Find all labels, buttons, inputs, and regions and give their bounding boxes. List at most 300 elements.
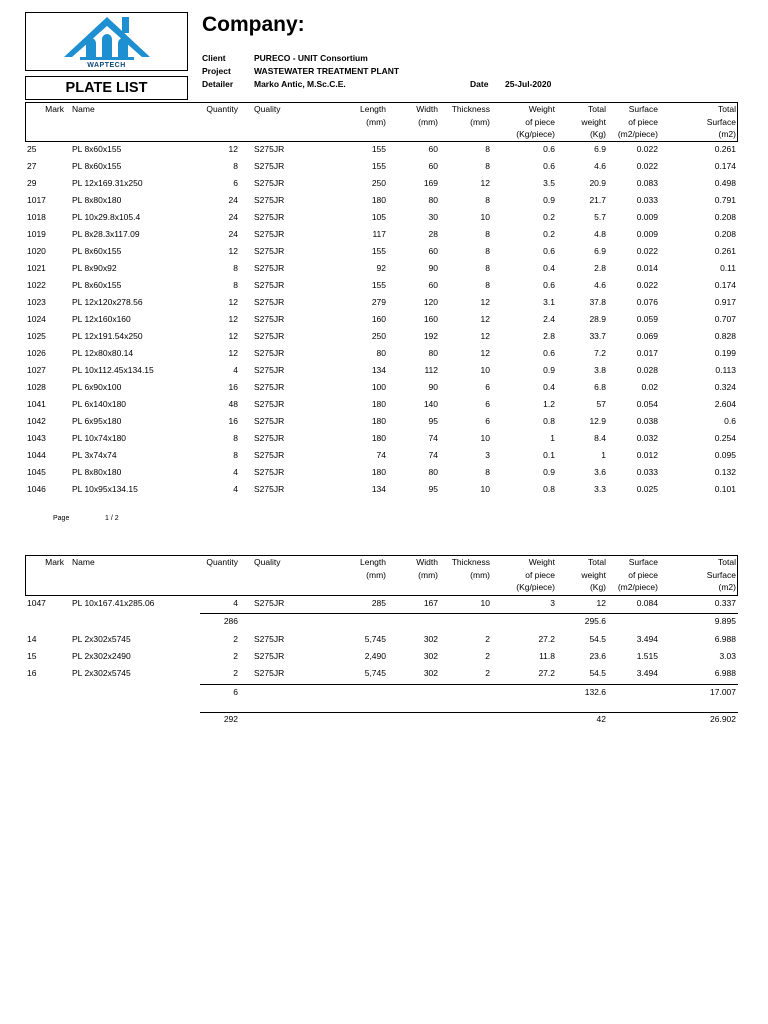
cell-weight: 0.9 (543, 365, 555, 375)
cell-weight: 0.2 (543, 212, 555, 222)
subtotal-b-total-weight: 132.6 (584, 687, 606, 697)
cell-mark: 1028 (27, 382, 46, 392)
cell-mark: 29 (27, 178, 37, 188)
cell-name: PL 6x95x180 (72, 416, 122, 426)
detailer-label: Detailer (202, 79, 234, 89)
column-header-total-weight: Total (588, 104, 606, 114)
cell-thickness: 8 (485, 161, 490, 171)
table-row (0, 192, 768, 209)
page-label: Page (53, 515, 70, 522)
cell-width: 80 (428, 348, 438, 358)
cell-mark: 1045 (27, 467, 46, 477)
detailer-value: Marko Antic, M.Sc.C.E. (254, 79, 346, 89)
cell-length: 180 (371, 195, 386, 205)
cell-quality: S275JR (254, 651, 285, 661)
cell-total-surface: 0.208 (714, 212, 736, 222)
cell-quantity: 24 (228, 212, 238, 222)
cell-quality: S275JR (254, 348, 285, 358)
cell-total-weight: 23.6 (589, 651, 606, 661)
cell-name: PL 12x169.31x250 (72, 178, 143, 188)
company-label: Company: (202, 13, 305, 36)
cell-weight: 0.4 (543, 382, 555, 392)
cell-weight: 27.2 (538, 668, 555, 678)
cell-width: 60 (428, 161, 438, 171)
subtotal-a (0, 613, 768, 630)
cell-total-surface: 6.988 (714, 634, 736, 644)
cell-thickness: 6 (485, 416, 490, 426)
cell-width: 28 (428, 229, 438, 239)
cell-weight: 0.6 (543, 280, 555, 290)
cell-quality: S275JR (254, 634, 285, 644)
cell-quantity: 24 (228, 195, 238, 205)
cell-total-weight: 28.9 (589, 314, 606, 324)
cell-name: PL 12x191.54x250 (72, 331, 143, 341)
cell-name: PL 8x28.3x117.09 (72, 229, 140, 239)
cell-name: PL 10x29.8x105.4 (72, 212, 141, 222)
cell-weight: 0.8 (543, 416, 555, 426)
cell-length: 279 (371, 297, 386, 307)
cell-name: PL 8x60x155 (72, 246, 122, 256)
cell-mark: 16 (27, 668, 37, 678)
house-logo-icon (64, 13, 150, 63)
cell-total-weight: 3.3 (594, 484, 606, 494)
cell-width: 192 (423, 331, 438, 341)
document-title: PLATE LIST (25, 76, 188, 100)
table-row (0, 243, 768, 260)
cell-total-weight: 4.6 (594, 161, 606, 171)
column-header-weight: Weight (528, 104, 555, 114)
cell-total-weight: 54.5 (589, 634, 606, 644)
cell-surface: 0.033 (636, 467, 658, 477)
column-header-thickness: (mm) (470, 569, 490, 580)
cell-name: PL 8x90x92 (72, 263, 117, 273)
cell-total-surface: 0.917 (714, 297, 736, 307)
subtotal-b-quantity: 6 (233, 687, 238, 697)
cell-weight: 0.1 (543, 450, 555, 460)
cell-surface: 3.494 (636, 668, 658, 678)
cell-name: PL 12x160x160 (72, 314, 131, 324)
cell-width: 302 (423, 651, 438, 661)
cell-total-weight: 12 (596, 598, 606, 608)
cell-quantity: 8 (233, 263, 238, 273)
cell-quality: S275JR (254, 399, 285, 409)
cell-name: PL 8x80x180 (72, 195, 122, 205)
table-row (0, 260, 768, 277)
cell-name: PL 8x60x155 (72, 161, 122, 171)
cell-surface: 0.009 (636, 212, 658, 222)
cell-surface: 0.032 (636, 433, 658, 443)
cell-weight: 0.6 (543, 348, 555, 358)
table-row (0, 430, 768, 447)
column-header-thickness: Thickness (451, 557, 490, 567)
cell-length: 80 (376, 348, 386, 358)
table-row (0, 311, 768, 328)
cell-thickness: 8 (485, 195, 490, 205)
cell-length: 5,745 (364, 634, 386, 644)
cell-mark: 27 (27, 161, 37, 171)
table1-left-border (25, 102, 26, 141)
cell-name: PL 2x302x5745 (72, 668, 131, 678)
cell-quality: S275JR (254, 263, 285, 273)
cell-width: 80 (428, 467, 438, 477)
cell-mark: 15 (27, 651, 37, 661)
cell-surface: 0.022 (636, 280, 658, 290)
cell-length: 134 (371, 365, 386, 375)
cell-surface: 0.069 (636, 331, 658, 341)
cell-name: PL 6x90x100 (72, 382, 122, 392)
cell-total-weight: 4.6 (594, 280, 606, 290)
cell-quantity: 8 (233, 433, 238, 443)
cell-quantity: 12 (228, 144, 238, 154)
cell-mark: 1047 (27, 598, 46, 608)
cell-quantity: 2 (233, 668, 238, 678)
cell-length: 180 (371, 399, 386, 409)
cell-width: 60 (428, 246, 438, 256)
cell-length: 92 (376, 263, 386, 273)
cell-mark: 1025 (27, 331, 46, 341)
cell-total-surface: 0.132 (714, 467, 736, 477)
cell-quality: S275JR (254, 484, 285, 494)
cell-width: 160 (423, 314, 438, 324)
cell-surface: 0.022 (636, 246, 658, 256)
cell-surface: 0.022 (636, 161, 658, 171)
cell-weight: 1.2 (543, 399, 555, 409)
table-row (0, 158, 768, 175)
column-header-total-surface: Total (718, 557, 736, 567)
cell-surface: 0.059 (636, 314, 658, 324)
column-header-quality: Quality (254, 104, 281, 114)
cell-length: 285 (371, 598, 386, 608)
cell-total-weight: 54.5 (589, 668, 606, 678)
cell-weight: 0.6 (543, 161, 555, 171)
cell-surface: 0.084 (636, 598, 658, 608)
cell-weight: 2.8 (543, 331, 555, 341)
cell-width: 167 (423, 598, 438, 608)
cell-total-surface: 0.324 (714, 382, 736, 392)
column-header-mark: Mark (45, 104, 64, 114)
column-header-width: (mm) (418, 569, 438, 580)
cell-surface: 0.022 (636, 144, 658, 154)
cell-thickness: 2 (485, 651, 490, 661)
cell-mark: 25 (27, 144, 37, 154)
column-header-surface: Surface (628, 104, 658, 114)
cell-name: PL 10x167.41x285.06 (72, 598, 155, 608)
cell-width: 90 (428, 382, 438, 392)
cell-thickness: 12 (480, 331, 490, 341)
cell-thickness: 2 (485, 634, 490, 644)
cell-length: 117 (372, 229, 386, 239)
table-row (0, 362, 768, 379)
cell-weight: 3 (550, 598, 555, 608)
cell-mark: 1024 (27, 314, 46, 324)
column-header-length: Length (360, 557, 386, 567)
column-header-total-weight: weight (581, 569, 606, 580)
column-header-quantity: Quantity (206, 104, 238, 114)
cell-name: PL 2x302x5745 (72, 634, 131, 644)
cell-quality: S275JR (254, 450, 285, 460)
table-row (0, 277, 768, 294)
table-row (0, 665, 768, 682)
cell-weight: 3.5 (543, 178, 555, 188)
cell-surface: 0.009 (636, 229, 658, 239)
column-header-surface: Surface (628, 557, 658, 567)
table2-right-border (737, 555, 738, 595)
column-header-weight: (Kg/piece) (516, 582, 555, 592)
cell-total-weight: 57 (596, 399, 606, 409)
cell-name: PL 12x120x278.56 (72, 297, 143, 307)
cell-total-weight: 4.8 (594, 229, 606, 239)
cell-weight: 1 (550, 433, 555, 443)
table-row (0, 141, 768, 158)
cell-length: 5,745 (364, 668, 386, 678)
cell-mark: 1041 (27, 399, 46, 409)
cell-quality: S275JR (254, 331, 285, 341)
cell-thickness: 8 (485, 467, 490, 477)
date-label: Date (470, 79, 489, 89)
cell-mark: 1017 (27, 195, 46, 205)
cell-weight: 3.1 (543, 297, 555, 307)
table-row (0, 481, 768, 498)
cell-total-surface: 0.174 (714, 280, 736, 290)
column-header-width: Width (416, 557, 438, 567)
cell-mark: 1026 (27, 348, 46, 358)
cell-quantity: 16 (228, 382, 238, 392)
table-row (0, 595, 768, 612)
grand-total-total-surface: 26.902 (710, 714, 736, 724)
cell-thickness: 10 (480, 433, 490, 443)
cell-quantity: 12 (228, 246, 238, 256)
cell-length: 134 (371, 484, 386, 494)
cell-total-weight: 21.7 (589, 195, 606, 205)
cell-quantity: 4 (233, 365, 238, 375)
cell-length: 250 (371, 178, 386, 188)
cell-weight: 0.9 (543, 467, 555, 477)
logo-text: WAPTECH (87, 62, 126, 69)
column-header-length: (mm) (366, 569, 386, 580)
cell-length: 155 (371, 161, 386, 171)
cell-thickness: 10 (480, 212, 490, 222)
cell-length: 155 (371, 246, 386, 256)
table-row (0, 175, 768, 192)
cell-length: 180 (371, 416, 386, 426)
table-row (0, 379, 768, 396)
cell-length: 74 (376, 450, 386, 460)
subtotal-b (0, 684, 768, 701)
cell-quality: S275JR (254, 229, 285, 239)
cell-surface: 0.028 (636, 365, 658, 375)
cell-weight: 0.6 (543, 144, 555, 154)
cell-length: 180 (371, 467, 386, 477)
cell-quantity: 4 (233, 484, 238, 494)
cell-weight: 2.4 (543, 314, 555, 324)
cell-total-weight: 20.9 (589, 178, 606, 188)
cell-width: 30 (428, 212, 438, 222)
table-row (0, 631, 768, 648)
cell-total-weight: 3.6 (594, 467, 606, 477)
cell-thickness: 8 (485, 280, 490, 290)
cell-surface: 0.083 (636, 178, 658, 188)
cell-thickness: 10 (480, 598, 490, 608)
cell-name: PL 10x74x180 (72, 433, 127, 443)
cell-mark: 14 (27, 634, 37, 644)
cell-width: 120 (423, 297, 438, 307)
cell-total-weight: 6.9 (594, 246, 606, 256)
column-header-weight: of piece (525, 569, 555, 580)
column-header-total-surface: Surface (706, 116, 736, 127)
cell-thickness: 10 (480, 365, 490, 375)
column-header-weight: of piece (525, 116, 555, 127)
cell-total-surface: 0.199 (714, 348, 736, 358)
cell-quality: S275JR (254, 365, 285, 375)
cell-length: 155 (371, 144, 386, 154)
cell-total-weight: 2.8 (594, 263, 606, 273)
cell-thickness: 6 (485, 382, 490, 392)
table2-left-border (25, 555, 26, 595)
company-logo (25, 12, 188, 71)
column-header-name: Name (72, 557, 95, 567)
cell-mark: 1020 (27, 246, 46, 256)
column-header-total-surface: Total (718, 104, 736, 114)
table-row (0, 345, 768, 362)
cell-total-weight: 5.7 (594, 212, 606, 222)
cell-weight: 0.4 (543, 263, 555, 273)
cell-width: 95 (428, 416, 438, 426)
cell-quality: S275JR (254, 382, 285, 392)
column-header-weight: (Kg/piece) (516, 129, 555, 139)
cell-quality: S275JR (254, 178, 285, 188)
cell-total-surface: 2.604 (714, 399, 736, 409)
cell-mark: 1022 (27, 280, 46, 290)
cell-mark: 1042 (27, 416, 46, 426)
cell-quantity: 48 (228, 399, 238, 409)
column-header-total-surface: (m2) (718, 129, 736, 139)
date-value: 25-Jul-2020 (505, 79, 552, 89)
cell-thickness: 3 (485, 450, 490, 460)
cell-surface: 0.033 (636, 195, 658, 205)
column-header-quality: Quality (254, 557, 281, 567)
cell-total-weight: 6.9 (594, 144, 606, 154)
cell-width: 74 (428, 450, 438, 460)
cell-weight: 27.2 (538, 634, 555, 644)
cell-thickness: 8 (485, 263, 490, 273)
cell-total-surface: 0.208 (714, 229, 736, 239)
project-value: WASTEWATER TREATMENT PLANT (254, 66, 400, 76)
table-row (0, 226, 768, 243)
cell-surface: 0.02 (641, 382, 658, 392)
column-header-width: (mm) (418, 116, 438, 127)
column-header-name: Name (72, 104, 95, 114)
cell-width: 60 (428, 144, 438, 154)
cell-mark: 1044 (27, 450, 46, 460)
project-label: Project (202, 66, 231, 76)
cell-surface: 0.025 (636, 484, 658, 494)
column-header-length: Length (360, 104, 386, 114)
cell-total-weight: 12.9 (589, 416, 606, 426)
table-row (0, 648, 768, 665)
cell-width: 80 (428, 195, 438, 205)
cell-width: 169 (423, 178, 438, 188)
cell-mark: 1018 (27, 212, 46, 222)
cell-quality: S275JR (254, 280, 285, 290)
column-header-total-weight: weight (581, 116, 606, 127)
cell-quality: S275JR (254, 433, 285, 443)
cell-length: 180 (371, 433, 386, 443)
page-number: 1 / 2 (105, 515, 119, 522)
cell-quantity: 4 (233, 598, 238, 608)
column-header-total-weight: (Kg) (589, 582, 606, 592)
cell-total-weight: 6.8 (594, 382, 606, 392)
cell-thickness: 12 (480, 297, 490, 307)
column-header-total-surface: Surface (706, 569, 736, 580)
cell-weight: 0.8 (543, 484, 555, 494)
cell-surface: 3.494 (636, 634, 658, 644)
cell-surface: 1.515 (636, 651, 658, 661)
column-header-mark: Mark (45, 557, 64, 567)
cell-weight: 11.8 (539, 651, 555, 661)
cell-quality: S275JR (254, 144, 285, 154)
cell-thickness: 2 (485, 668, 490, 678)
grand-total-quantity: 292 (223, 714, 238, 724)
table-row (0, 209, 768, 226)
table1-right-border (737, 102, 738, 141)
cell-surface: 0.017 (636, 348, 658, 358)
cell-quantity: 8 (233, 280, 238, 290)
cell-width: 95 (428, 484, 438, 494)
cell-weight: 0.6 (543, 246, 555, 256)
cell-name: PL 6x140x180 (72, 399, 127, 409)
cell-total-surface: 0.337 (714, 598, 736, 608)
cell-quality: S275JR (254, 195, 285, 205)
cell-width: 90 (428, 263, 438, 273)
cell-length: 250 (371, 331, 386, 341)
column-header-length: (mm) (366, 116, 386, 127)
cell-total-surface: 0.828 (714, 331, 736, 341)
cell-quality: S275JR (254, 467, 285, 477)
cell-mark: 1046 (27, 484, 46, 494)
cell-mark: 1019 (27, 229, 46, 239)
cell-name: PL 10x112.45x134.15 (72, 365, 154, 375)
cell-mark: 1027 (27, 365, 46, 375)
cell-total-surface: 0.261 (714, 144, 736, 154)
grand-total (0, 711, 768, 728)
cell-mark: 1043 (27, 433, 46, 443)
column-header-surface: of piece (628, 116, 658, 127)
cell-mark: 1023 (27, 297, 46, 307)
cell-surface: 0.012 (636, 450, 658, 460)
cell-thickness: 10 (480, 484, 490, 494)
subtotal-a-total-weight: 295.6 (584, 616, 606, 626)
cell-name: PL 8x60x155 (72, 280, 122, 290)
cell-total-surface: 0.6 (724, 416, 736, 426)
cell-quality: S275JR (254, 212, 285, 222)
column-header-surface: of piece (628, 569, 658, 580)
cell-quality: S275JR (254, 297, 285, 307)
cell-total-surface: 0.254 (714, 433, 736, 443)
cell-quality: S275JR (254, 161, 285, 171)
cell-width: 140 (423, 399, 438, 409)
cell-length: 100 (371, 382, 386, 392)
cell-name: PL 8x60x155 (72, 144, 122, 154)
cell-quantity: 8 (233, 450, 238, 460)
cell-width: 112 (424, 365, 438, 375)
cell-quantity: 6 (233, 178, 238, 188)
cell-quality: S275JR (254, 246, 285, 256)
table-row (0, 396, 768, 413)
cell-quantity: 4 (233, 467, 238, 477)
cell-total-weight: 1 (601, 450, 606, 460)
cell-surface: 0.076 (636, 297, 658, 307)
cell-quality: S275JR (254, 668, 285, 678)
